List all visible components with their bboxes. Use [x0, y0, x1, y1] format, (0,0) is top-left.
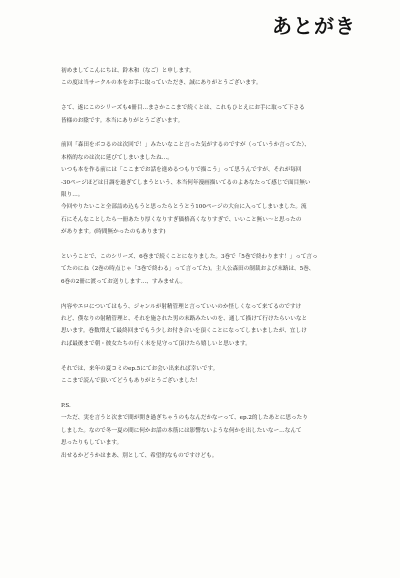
- text-line: 思います。巻数増えて最終回までもう少しお付き合いを頂くことになってしまいましたが、宜しけ: [61, 328, 307, 335]
- text-line: -30ページほどは日調を過ぎてしまうという、本当何年漫画描いてるのよあなたって感じで面目無い: [61, 179, 311, 186]
- text-line: 今回やりたいこと全部詰め込もうと思ったらとうとう100ページの大台に入ってしまいました。流: [61, 204, 307, 211]
- paragraph-volumes: [61, 251, 361, 288]
- text-line: 内容やエロについてはもう、ジャンルが射精管理と言っていいのか怪しくなって来てるのですけ: [61, 303, 302, 310]
- text-line: てたのにね（2巻の時点じゃ「3巻で終わる」って言ってた)。主人公森田の制裁および末路は、5巻、: [61, 266, 315, 273]
- text-line: 石にそんなことしたら一冊あたり厚くなりすぎ価格高くなりすぎで、いいこと無い～と思ったの: [61, 216, 302, 223]
- page-title: あとがき: [272, 14, 356, 38]
- text-line: ここまで読んで頂いてどうもありがとうございました！: [61, 378, 201, 385]
- paragraph-previous: [61, 139, 361, 238]
- text-line: 6巻の2冊に渡ってお送りします…、すみません。: [61, 278, 186, 285]
- text-line: さて、遂にこのシリーズも4冊目…まさかここまで続くとは、これもひとえにお手に取って下さる: [61, 105, 305, 112]
- text-line: ということで、このシリーズ、6巻まで続くことになりました。3巻で「5巻で終わります！」って言っ: [61, 254, 318, 261]
- text-line: 限り…。: [61, 192, 84, 199]
- text-line: れば最後まで朝・彼女たちの行く末を見守って頂けたら嬉しいと思います。: [61, 340, 251, 347]
- text-line: 前回「森田をボコるのは次回で！」みたいなこと言った気がするのですが（っていうか言ってた）、: [61, 142, 310, 149]
- text-line: があります。(時間無かったのもあります): [61, 229, 166, 236]
- paragraph-postscript: [61, 400, 361, 462]
- text-line: 皆様のお陰です。本当にありがとうございます。: [61, 117, 184, 124]
- text-line: いつも本を作る前には「ここまでお話を進めるつもりで描こう」って思うんですが、それが毎回: [61, 167, 302, 174]
- paragraph-series: [61, 102, 361, 127]
- text-line: 本格的なのは次に延びてしまいましたね…。: [61, 154, 173, 161]
- paragraph-closing: [61, 363, 361, 388]
- text-line: 思ったりもしています。: [61, 440, 123, 447]
- afterword-body: [61, 65, 361, 474]
- text-line: しました。なので冬一夏の間に何かお話の本筋には影響ないような何かを出したいなー…なんて: [61, 427, 302, 434]
- text-line: この度は当サークルの本をお手に取っていただき、誠にありがとうございます。: [61, 80, 262, 87]
- text-line: 出せるかどうかはまあ、別として、希望的なものですけども。: [61, 452, 218, 459]
- text-line: それでは、来年の夏コミのep.5にてお会い出来れば幸いです。: [61, 365, 219, 372]
- text-line: P.S.: [61, 402, 71, 409]
- text-line: れど、僕なりの射精管理と、それを施された男の末路みたいのを、通して描けて行けたらいいなと: [61, 316, 308, 323]
- text-line: 初めましてこんにちは、鈴木和（なご）と申します。: [61, 68, 195, 74]
- text-line: 一ただ、実を言うと次まで間が開き過ぎちゃうのもなんだかなーって、ep.2的したあとに思ったり: [61, 415, 308, 422]
- paragraph-greeting: [61, 65, 361, 90]
- paragraph-content: [61, 301, 361, 351]
